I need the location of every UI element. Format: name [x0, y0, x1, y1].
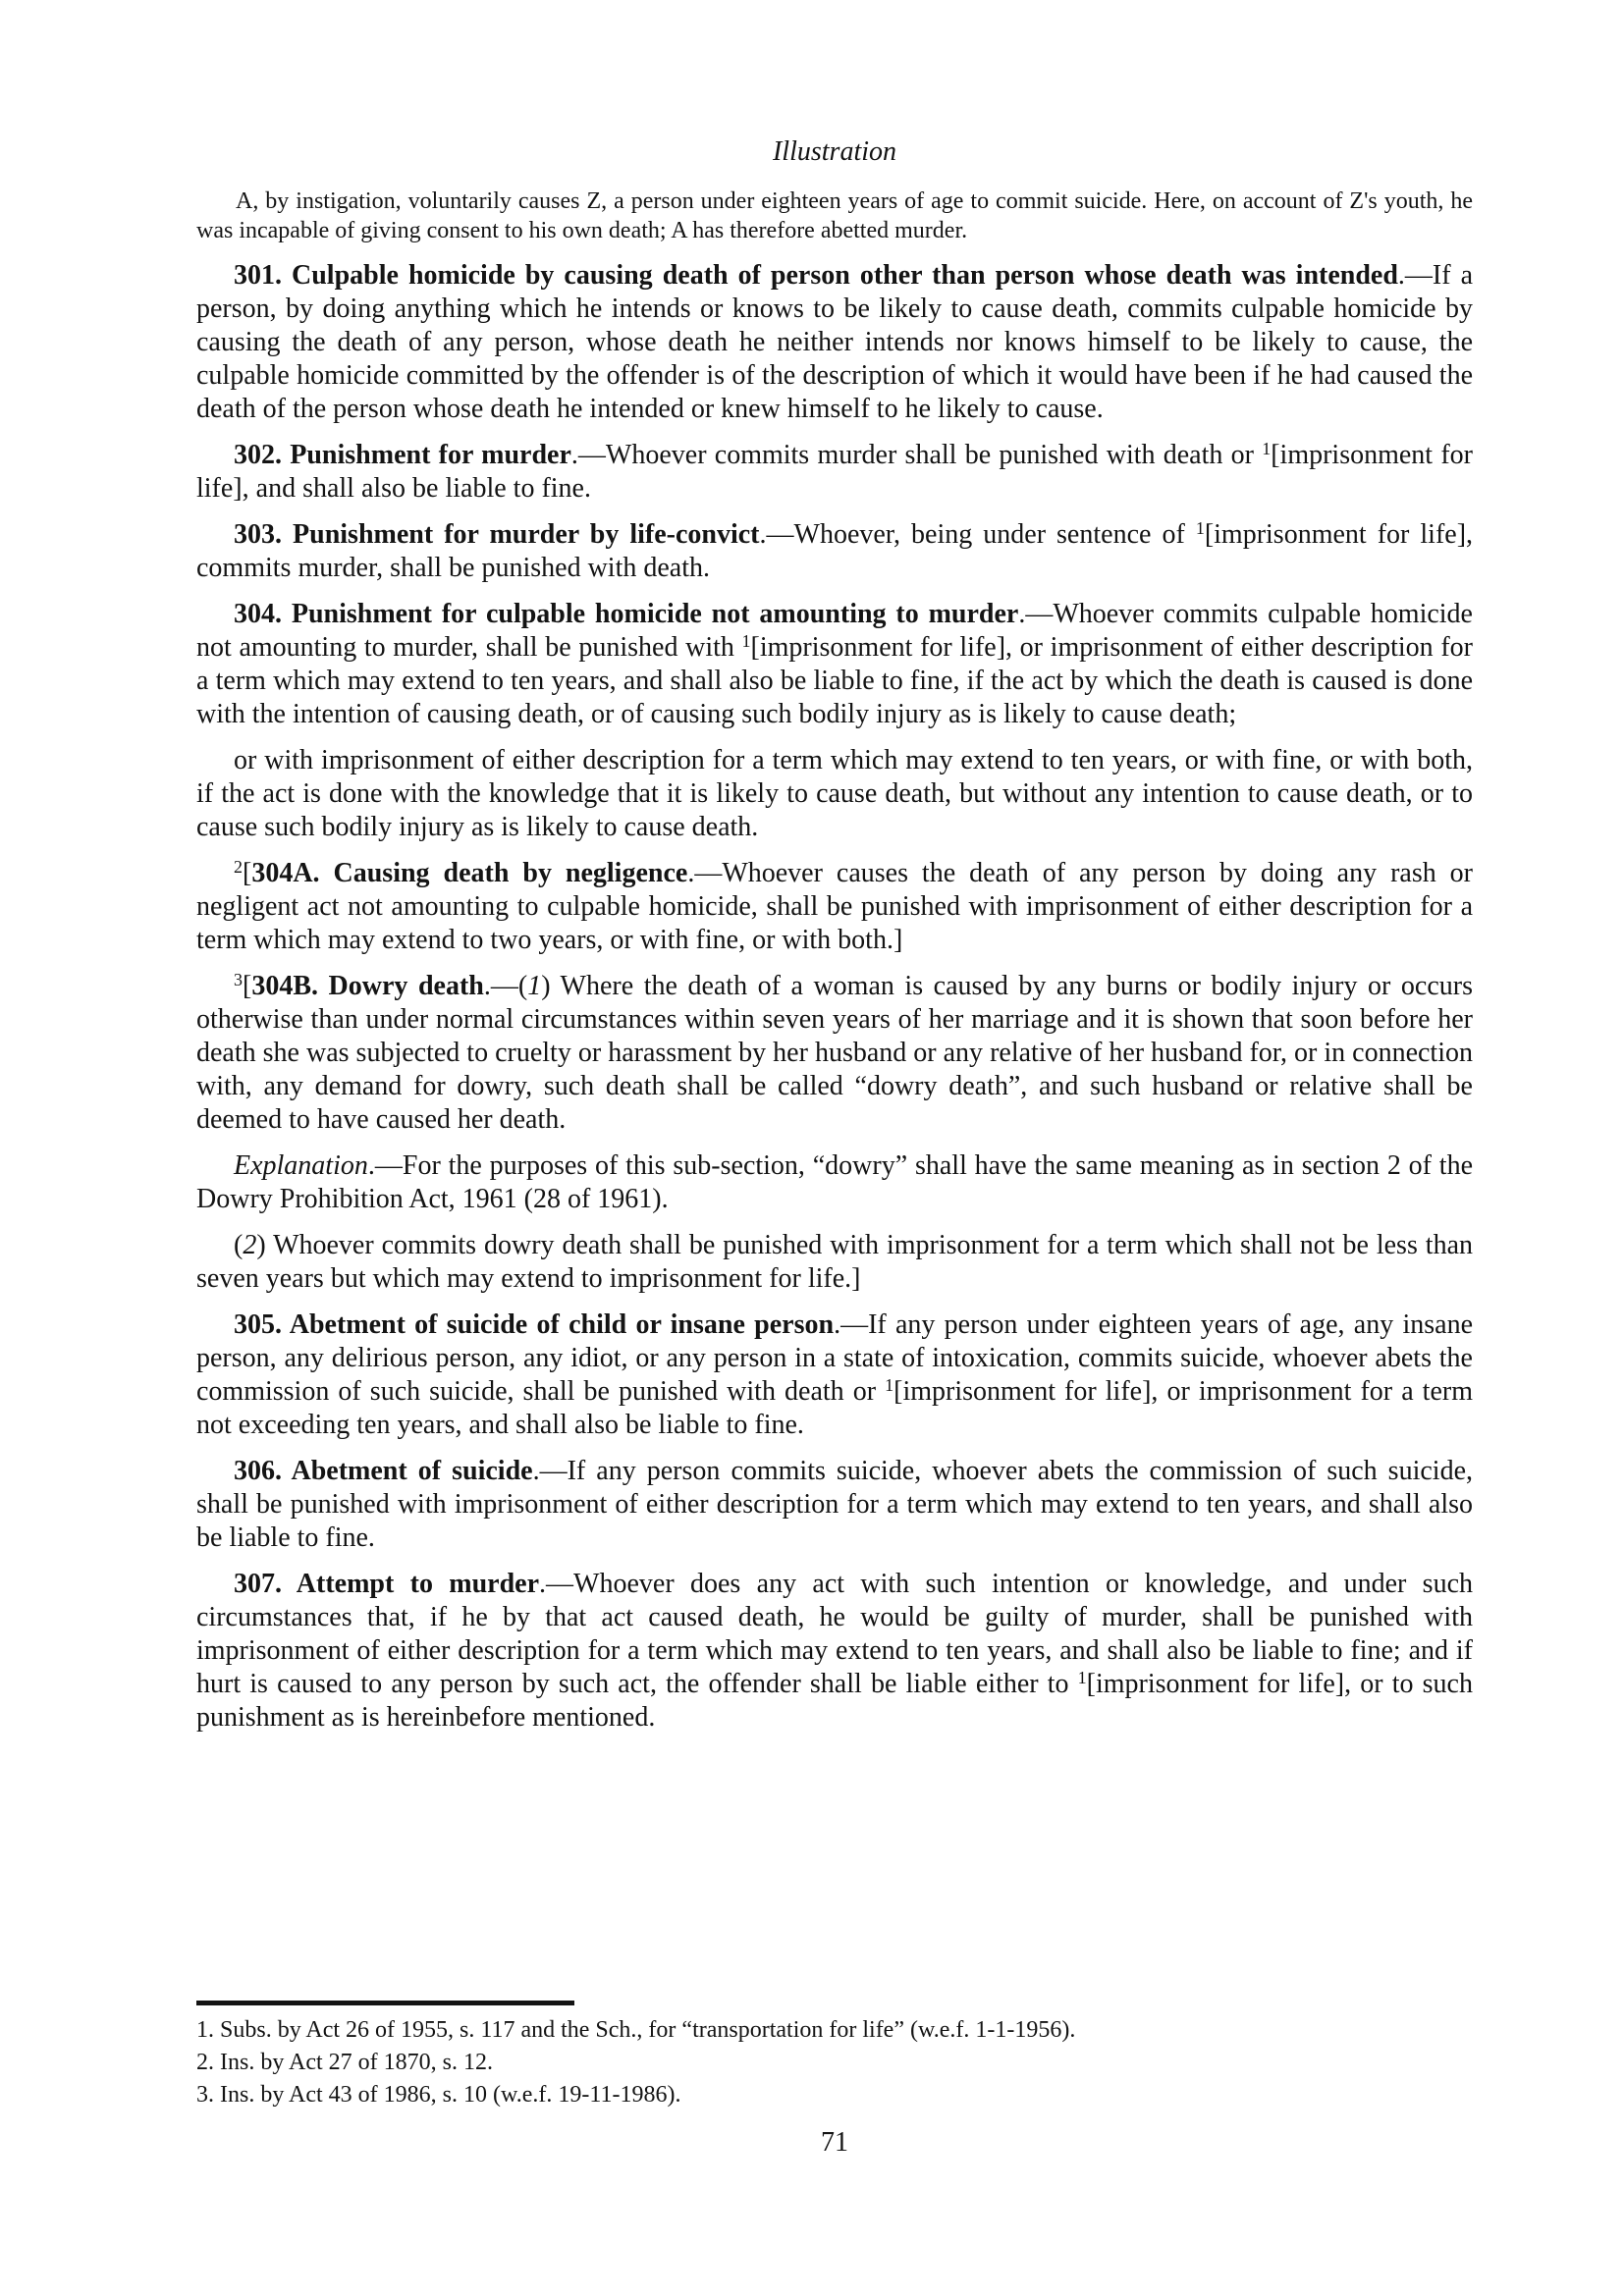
text-run: .—Whoever does any act with such intention or knowledge, and under such circumstances that, if he by that act caused death, he would be guilty of murder, shall be punished with imprisonment of either description for a term which may extend to ten years, and shall also be liable to fine; and if hurt is caused to any person by such act, the offender shall be liable either to: [196, 1569, 1473, 1699]
text-run: 303. Punishment for murder by life-convict: [234, 519, 760, 550]
text-run: 304. Punishment for culpable homicide not amounting to murder: [234, 599, 1019, 629]
text-run: .—Whoever commits murder shall be punished with death or: [570, 440, 1263, 470]
text-run: Explanation: [234, 1150, 368, 1181]
statute-paragraph: [196, 1568, 1473, 1735]
text-run: (: [234, 1230, 244, 1260]
text-run: [: [243, 858, 252, 888]
text-run: .—Whoever, being under sentence of: [759, 519, 1196, 550]
text-run: 2: [243, 1230, 257, 1260]
text-run: [imprisonment for life], and shall also be liable to fine.: [196, 440, 1473, 504]
statute-paragraph: [196, 1308, 1473, 1442]
footnote: 1. Subs. by Act 26 of 1955, s. 117 and the Sch., for “transportation for life” (w.e.f. 1-1-1956).: [196, 2017, 1076, 2043]
statute-paragraph: [196, 970, 1473, 1137]
text-run: 1: [527, 971, 542, 1001]
statute-paragraph: [196, 518, 1473, 585]
text-run: .—For the purposes of this sub-section, “dowry” shall have the same meaning as in section 2 of the Dowry Prohibition Act, 1961 (28 of 1961).: [196, 1150, 1473, 1214]
text-run: .—Whoever commits culpable homicide not amounting to murder, shall be punished with: [196, 599, 1473, 663]
footnote-reference: 3: [234, 970, 243, 989]
text-run: or with imprisonment of either description for a term which may extend to ten years, or with fine, or with both, if the act is done with the knowledge that it is likely to cause death, but without any intention to cause death, or to cause such bodily injury as is likely to cause death.: [196, 745, 1473, 842]
text-run: 302. Punishment for murder: [234, 440, 571, 470]
statute-paragraph: [196, 259, 1473, 426]
statute-paragraph: [196, 744, 1473, 844]
statute-paragraphs: [196, 187, 1473, 1735]
text-run: .—If a person, by doing anything which he intends or knows to be likely to cause death, commits culpable homicide by causing the death of any person, whose death he neither intends nor knows himself to be likely to cause, the culpable homicide committed by the offender is of the description of which it would have been if he had caused the death of the person whose death he intended or knew himself to he likely to cause.: [196, 260, 1474, 424]
text-run: 307. Attempt to murder: [234, 1569, 540, 1599]
page-number: 71: [821, 2127, 848, 2158]
footnote-reference: 1: [741, 631, 751, 651]
text-run: ) Whoever commits dowry death shall be punished with imprisonment for a term which shall not be less than seven years but which may extend to imprisonment for life.]: [196, 1230, 1473, 1294]
footnote-divider: [196, 2001, 574, 2005]
text-run: [imprisonment for life], or imprisonment for a term not exceeding ten years, and shall also be liable to fine.: [196, 1376, 1473, 1440]
statute-paragraph: [196, 598, 1473, 731]
text-run: 305. Abetment of suicide of child or insane person: [234, 1309, 835, 1340]
footnote-reference: 1: [1262, 439, 1272, 458]
footnote: 2. Ins. by Act 27 of 1870, s. 12.: [196, 2050, 493, 2075]
statute-paragraph: [196, 857, 1473, 957]
text-run: [: [243, 971, 252, 1001]
text-run: .—If any person commits suicide, whoever abets the commission of such suicide, shall be punished with imprisonment of either description for a term which may extend to ten years, and shall also be liable to fine.: [196, 1456, 1473, 1553]
text-run: 304A. Causing death by negligence: [251, 858, 688, 888]
text-run: [imprisonment for life], or to such punishment as is hereinbefore mentioned.: [196, 1669, 1473, 1733]
text-run: .—Whoever causes the death of any person by doing any rash or negligent act not amounting to culpable homicide, shall be punished with imprisonment of either description for a term which may extend to two years, or with fine, or with both.]: [196, 858, 1473, 955]
text-run: 304B. Dowry death: [251, 971, 484, 1001]
text-run: 306. Abetment of suicide: [234, 1456, 533, 1486]
footnote-reference: 1: [885, 1375, 894, 1395]
text-run: .—If any person under eighteen years of age, any insane person, any delirious person, any idiot, or any person in a state of intoxication, commits suicide, whoever abets the commission of such suicide, shall be punished with death or: [196, 1309, 1473, 1407]
footnote-reference: 1: [1077, 1668, 1087, 1687]
statute-paragraph: [196, 1149, 1473, 1216]
text-run: .—(: [483, 971, 528, 1001]
footnote-reference: 1: [1195, 518, 1205, 538]
document-body: [196, 135, 1473, 1747]
statute-paragraph: [196, 1455, 1473, 1555]
footnote-reference: 2: [234, 857, 243, 877]
text-run: A, by instigation, voluntarily causes Z, a person under eighteen years of age to commit suicide. Here, on account of Z's youth, he was incapable of giving consent to his own death; A has therefore abetted murder.: [196, 188, 1473, 243]
statute-paragraph: [196, 187, 1473, 245]
statute-paragraph: [196, 1229, 1473, 1296]
illustration-heading: Illustration: [772, 136, 896, 167]
text-run: [imprisonment for life], or imprisonment of either description for a term which may extend to ten years, and shall also be liable to fine, if the act by which the death is caused is done with the intention of causing death, or of causing such bodily injury as is likely to cause death;: [196, 632, 1473, 729]
footnote: 3. Ins. by Act 43 of 1986, s. 10 (w.e.f. 19-11-1986).: [196, 2082, 681, 2108]
statute-paragraph: [196, 439, 1473, 506]
text-run: [imprisonment for life], commits murder, shall be punished with death.: [196, 519, 1474, 583]
footnote-block: [196, 2001, 1473, 2111]
text-run: ) Where the death of a woman is caused by any burns or bodily injury or occurs otherwise than under normal circumstances within seven years of her marriage and it is shown that soon before her death she was subjected to cruelty or harassment by her husband or any relative of her husband for, or in connection with, any demand for dowry, such death shall be called “dowry death”, and such husband or relative shall be deemed to have caused her death.: [196, 971, 1473, 1135]
text-run: 301. Culpable homicide by causing death of person other than person whose death was intended: [234, 260, 1398, 291]
